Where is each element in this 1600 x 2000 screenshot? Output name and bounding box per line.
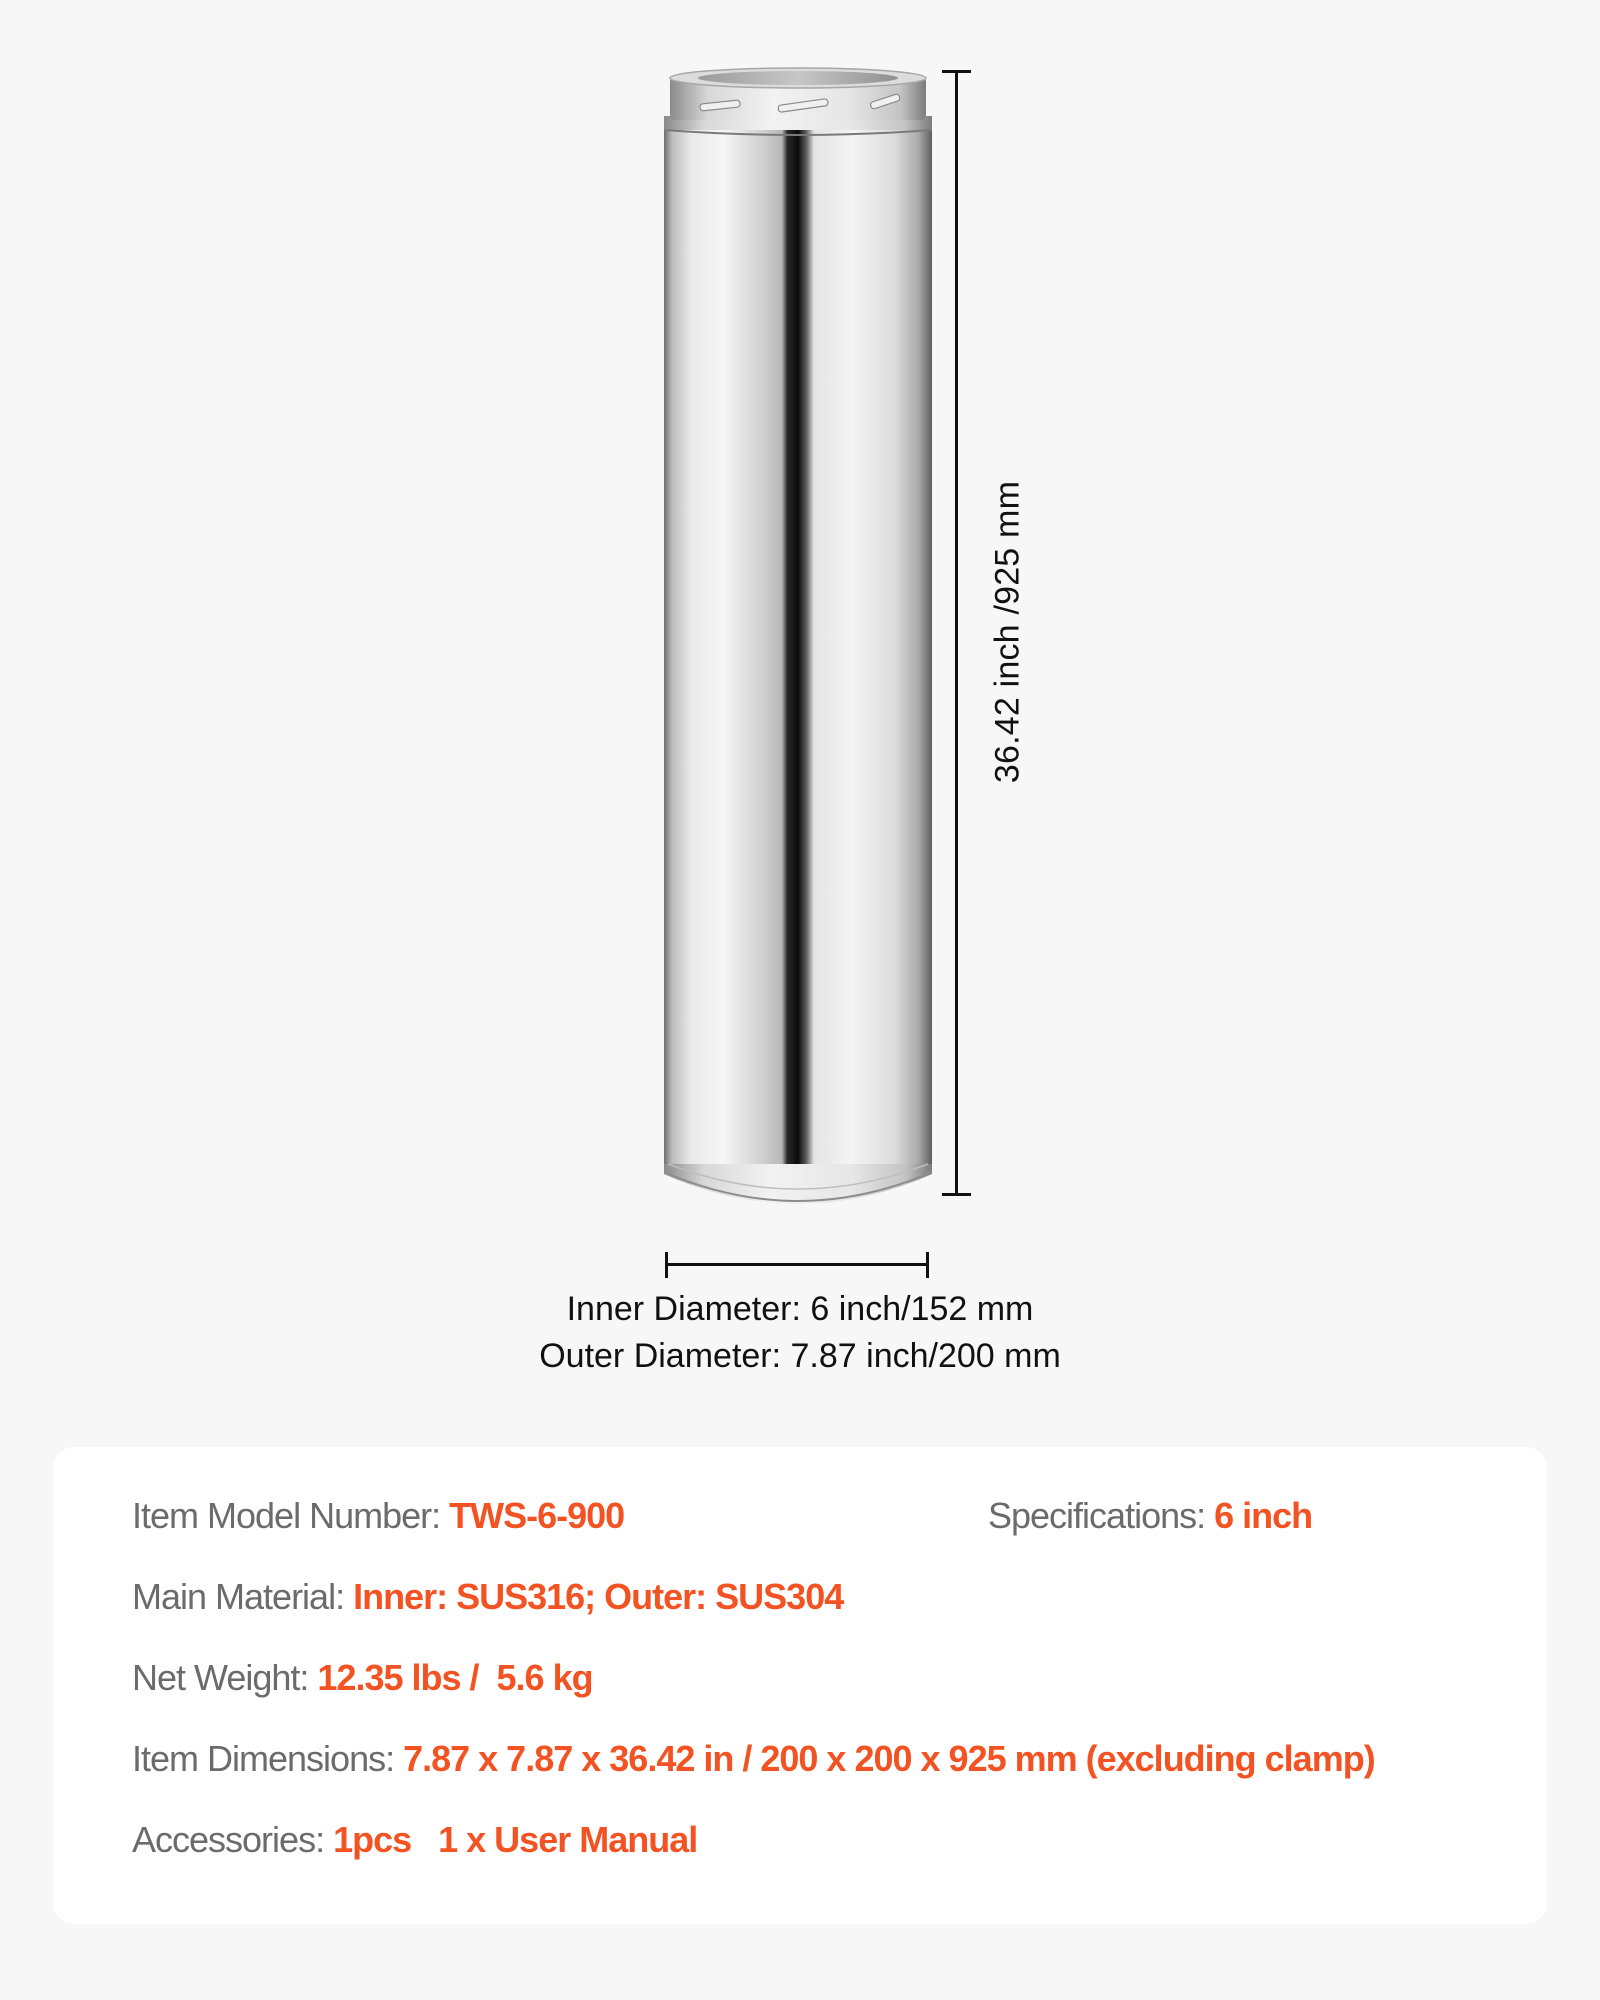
spec-accessories — [132, 1819, 697, 1861]
height-dimension-line — [942, 70, 972, 1196]
spec-label: Item Dimensions: — [132, 1738, 404, 1779]
spec-value: 7.87 x 7.87 x 36.42 in / 200 x 200 x 925 mm (excluding clamp) — [403, 1738, 1375, 1779]
spec-label: Specifications: — [988, 1495, 1215, 1536]
spec-item-dimensions — [132, 1738, 1375, 1780]
product-image-pipe — [660, 64, 936, 1234]
dimension-cap-right — [926, 1252, 929, 1278]
spec-specifications — [988, 1495, 1312, 1537]
diameter-labels — [0, 1286, 1600, 1380]
spec-value: Inner: SUS316; Outer: SUS304 — [353, 1576, 844, 1617]
dimension-cap-bottom — [942, 1193, 971, 1196]
spec-label: Accessories: — [132, 1819, 334, 1860]
spec-card — [53, 1447, 1547, 1924]
width-dimension-line — [665, 1252, 929, 1278]
outer-diameter-label: Outer Diameter: 7.87 inch/200 mm — [539, 1337, 1061, 1375]
spec-value: 12.35 lbs / 5.6 kg — [317, 1657, 593, 1698]
height-dimension-label: 36.42 inch /925 mm — [988, 480, 1027, 784]
spec-label: Item Model Number: — [132, 1495, 450, 1536]
spec-value: 6 inch — [1214, 1495, 1313, 1536]
spec-main-material — [132, 1576, 843, 1618]
spec-net-weight — [132, 1657, 593, 1699]
spec-value: 1pcs 1 x User Manual — [333, 1819, 698, 1860]
spec-label: Net Weight: — [132, 1657, 318, 1698]
spec-value: TWS-6-900 — [449, 1495, 625, 1536]
spec-label: Main Material: — [132, 1576, 354, 1617]
dimension-line — [955, 70, 958, 1196]
spec-model-number — [132, 1495, 624, 1537]
dimension-line — [665, 1263, 929, 1266]
inner-diameter-label: Inner Diameter: 6 inch/152 mm — [566, 1290, 1034, 1328]
